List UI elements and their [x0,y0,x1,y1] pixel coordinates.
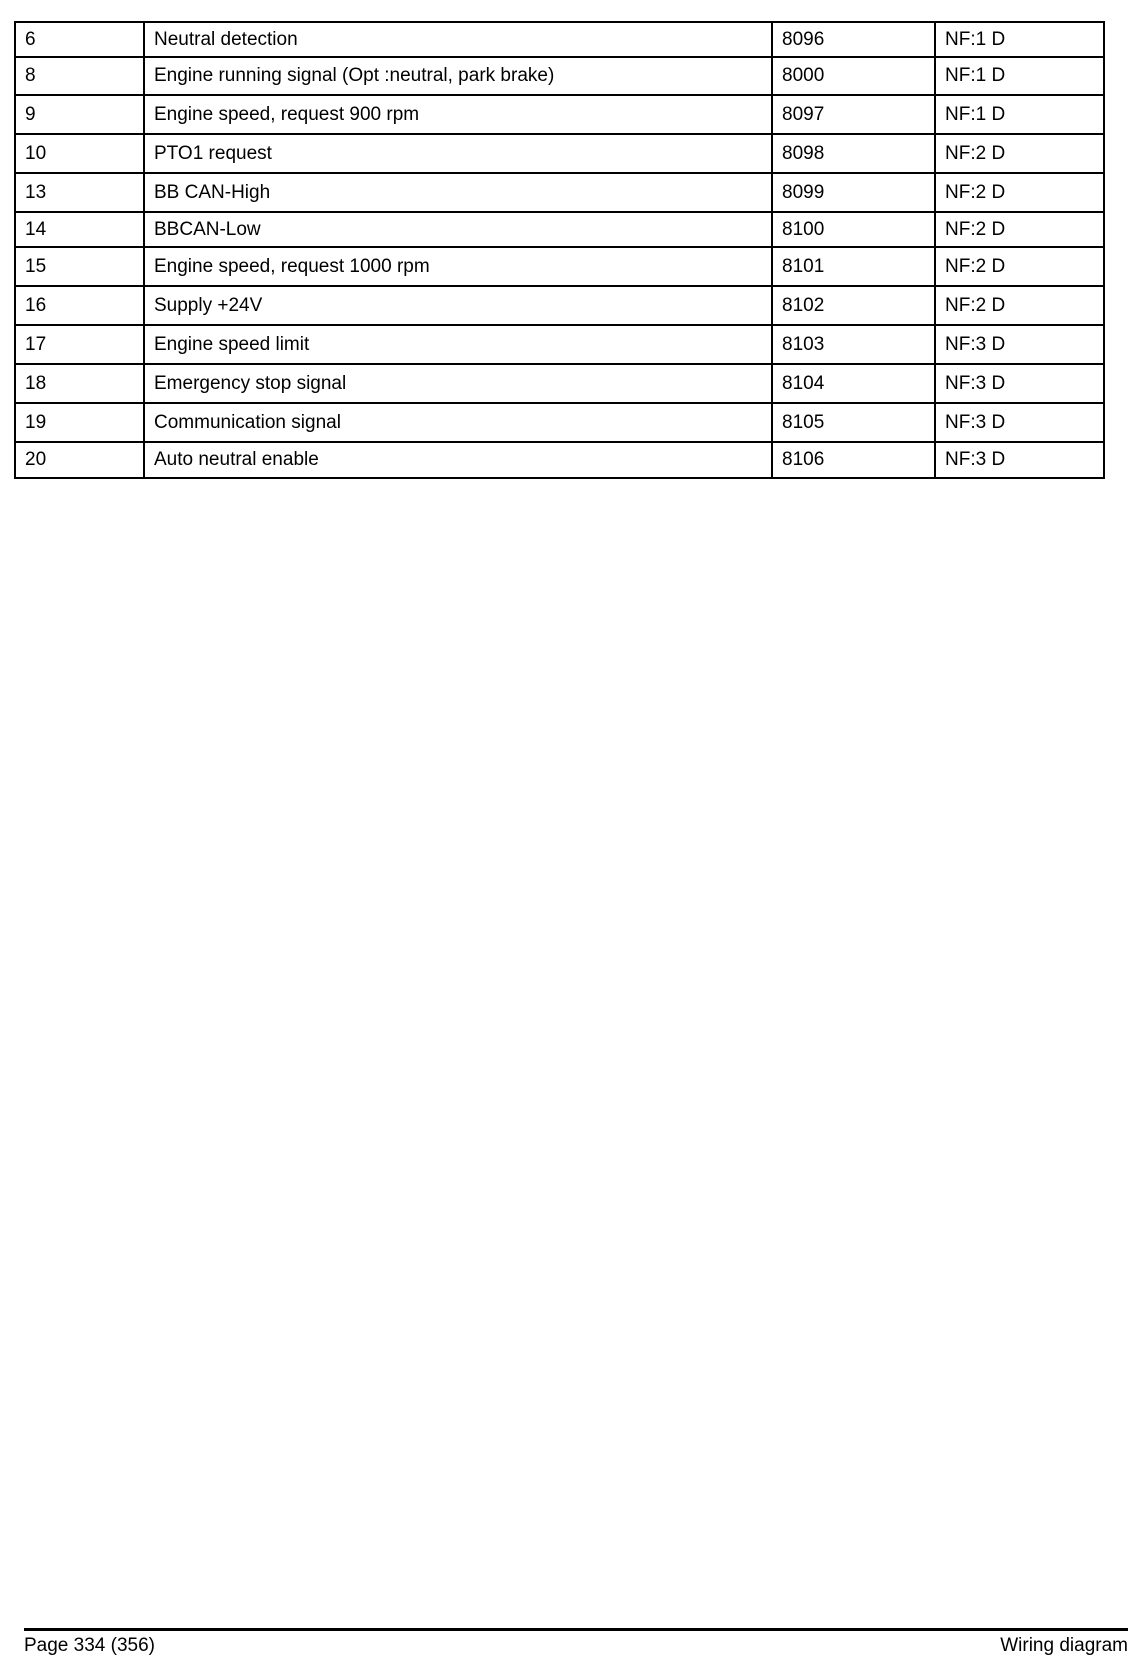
footer-divider [24,1628,1128,1631]
reference-cell: NF:2 D [935,134,1104,173]
pin-cell: 19 [15,403,144,442]
cable-cell: 8100 [772,212,935,247]
cable-cell: 8102 [772,286,935,325]
pin-cell: 10 [15,134,144,173]
cable-cell: 8103 [772,325,935,364]
pin-cell: 20 [15,442,144,478]
reference-cell: NF:3 D [935,325,1104,364]
function-cell: Engine speed, request 1000 rpm [144,247,772,286]
table-row [15,247,1104,286]
reference-cell: NF:3 D [935,442,1104,478]
function-cell: Engine running signal (Opt :neutral, park brake) [144,57,772,95]
function-cell: Auto neutral enable [144,442,772,478]
pin-cell: 8 [15,57,144,95]
reference-cell: NF:2 D [935,247,1104,286]
table-row [15,364,1104,403]
cable-cell: 8105 [772,403,935,442]
cable-cell: 8104 [772,364,935,403]
pin-cell: 18 [15,364,144,403]
table-row [15,173,1104,212]
reference-cell: NF:1 D [935,57,1104,95]
table-row [15,57,1104,95]
function-cell: BBCAN-Low [144,212,772,247]
cable-cell: 8101 [772,247,935,286]
function-cell: BB CAN-High [144,173,772,212]
cable-cell: 8106 [772,442,935,478]
reference-cell: NF:1 D [935,22,1104,57]
function-cell: Neutral detection [144,22,772,57]
reference-cell: NF:3 D [935,403,1104,442]
table-row [15,212,1104,247]
reference-cell: NF:3 D [935,364,1104,403]
reference-cell: NF:2 D [935,173,1104,212]
cable-cell: 8097 [772,95,935,134]
table-row [15,325,1104,364]
cable-cell: 8098 [772,134,935,173]
table-row [15,403,1104,442]
pin-cell: 13 [15,173,144,212]
cable-cell: 8096 [772,22,935,57]
table-row [15,442,1104,478]
reference-cell: NF:2 D [935,286,1104,325]
wiring-table [14,21,1105,479]
function-cell: Supply +24V [144,286,772,325]
function-cell: Communication signal [144,403,772,442]
pin-cell: 14 [15,212,144,247]
function-cell: PTO1 request [144,134,772,173]
pin-cell: 16 [15,286,144,325]
page-number: Page 334 (356) [24,1635,155,1656]
function-cell: Engine speed limit [144,325,772,364]
reference-cell: NF:1 D [935,95,1104,134]
function-cell: Engine speed, request 900 rpm [144,95,772,134]
pin-cell: 6 [15,22,144,57]
table-row [15,95,1104,134]
table-row [15,134,1104,173]
cable-cell: 8099 [772,173,935,212]
section-title: Wiring diagram [1000,1635,1128,1656]
pin-cell: 9 [15,95,144,134]
pin-cell: 15 [15,247,144,286]
function-cell: Emergency stop signal [144,364,772,403]
cable-cell: 8000 [772,57,935,95]
table-row [15,286,1104,325]
table-row [15,22,1104,57]
reference-cell: NF:2 D [935,212,1104,247]
pin-cell: 17 [15,325,144,364]
